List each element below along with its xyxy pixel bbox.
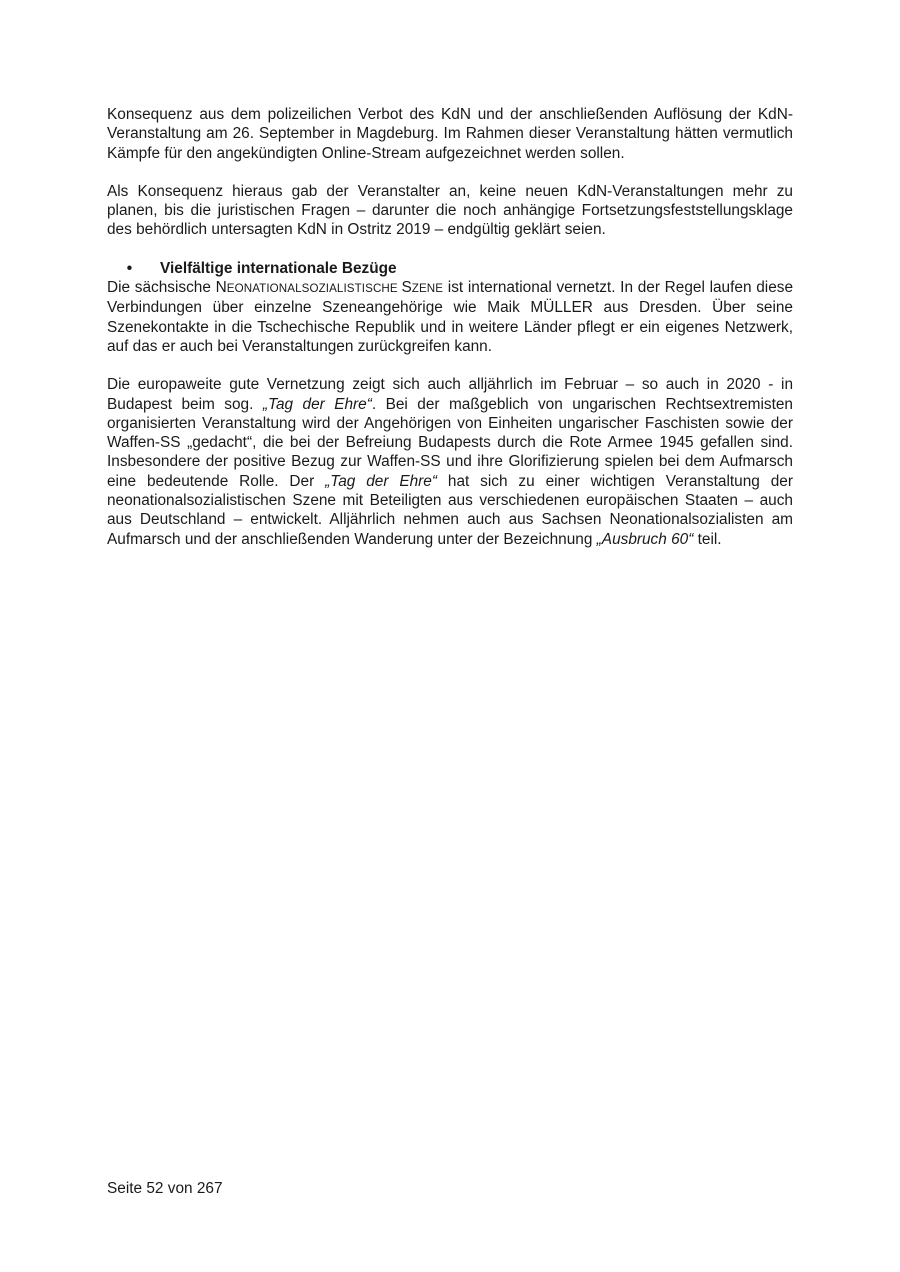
p3-lead: Die sächsische [107,279,216,297]
p4-italic-tag-der-ehre-2: „Tag der Ehre“ [325,472,437,490]
smallcaps-initial-n: N [215,279,227,297]
page-body [107,105,793,568]
bullet-icon: • [126,259,133,277]
p4-text-1: Die europaweite gute Vernetzung zeigt sich auch alljährlich im Februar – so auch in 2020 - in Budapest beim sog. [107,376,793,413]
section-heading [107,259,793,278]
paragraph-kdn-verbot: Konsequenz aus dem polizeilichen Verbot des KdN und der anschließenden Auflösung der KdN-Veranstaltung am 26. September in Magdeburg. Im Rahmen dieser Veranstaltung hätten vermutlich Kämpfe für den angekündigten Online-Stream aufgezeichnet werden sollen. [107,106,793,162]
paragraph-kdn-konsequenz: Als Konsequenz hieraus gab der Veranstalter an, keine neuen KdN-Veranstaltungen mehr zu planen, bis die juristischen Fragen – darunter die noch anhängige Fortsetzungsfeststellungsklage des behördlich untersagten KdN in Ostritz 2019 – endgültig geklärt seien. [107,182,793,239]
smallcaps-initial-s: S [401,279,412,297]
p4-italic-ausbruch-60: „Ausbruch 60“ [596,530,694,548]
p4-text-2: . Bei der maßgeblich von ungarischen Rechtsextremisten organisierten Veranstaltung wird der Angehörigen von Einheiten ungarischer Faschisten sowie der Waffen-SS „gedacht“, die bei der Befreiung Budapests durch die Rote Armee 1945 gefallen sind. Insbesondere der positive Bezug zur Waffen-SS und ihre Glorifizierung spielen bei dem Aufmarsch eine bedeutende Rolle. Der [107,395,793,490]
paragraph-tag-der-ehre [107,375,793,549]
page-number-footer: Seite 52 von 267 [107,1180,223,1197]
section-heading-text: Vielfältige internationale Bezüge [160,259,397,277]
smallcaps-rest-neonational: EONATIONALSOZIALISTISCHE [226,282,402,296]
smallcaps-rest-szene: ZENE [411,282,444,296]
p4-text-4: teil. [693,530,722,548]
p4-text-3: hat sich zu einer wichtigen Veranstaltung der neonationalsozialistischen Szene mit Beteiligten aus verschiedenen europäischen Staaten – auch aus Deutschland – entwickelt. Alljährlich nehmen auch aus Sachsen Neonationalsozialisten am Aufmarsch und der anschließenden Wanderung unter der Bezeichnung [107,472,793,548]
p3-tail: ist international vernetzt. In der Regel laufen diese Verbindungen über einzelne Szeneangehörige wie Maik MÜLLER aus Dresden. Über seine Szenekontakte in die Tschechische Republik und in weitere Länder pflegt er ein eigenes Netzwerk, auf das er auch bei Veranstaltungen zurückgreifen kann. [107,279,794,355]
p4-italic-tag-der-ehre-1: „Tag der Ehre“ [262,395,372,413]
paragraph-international-vernetzt [107,278,793,356]
